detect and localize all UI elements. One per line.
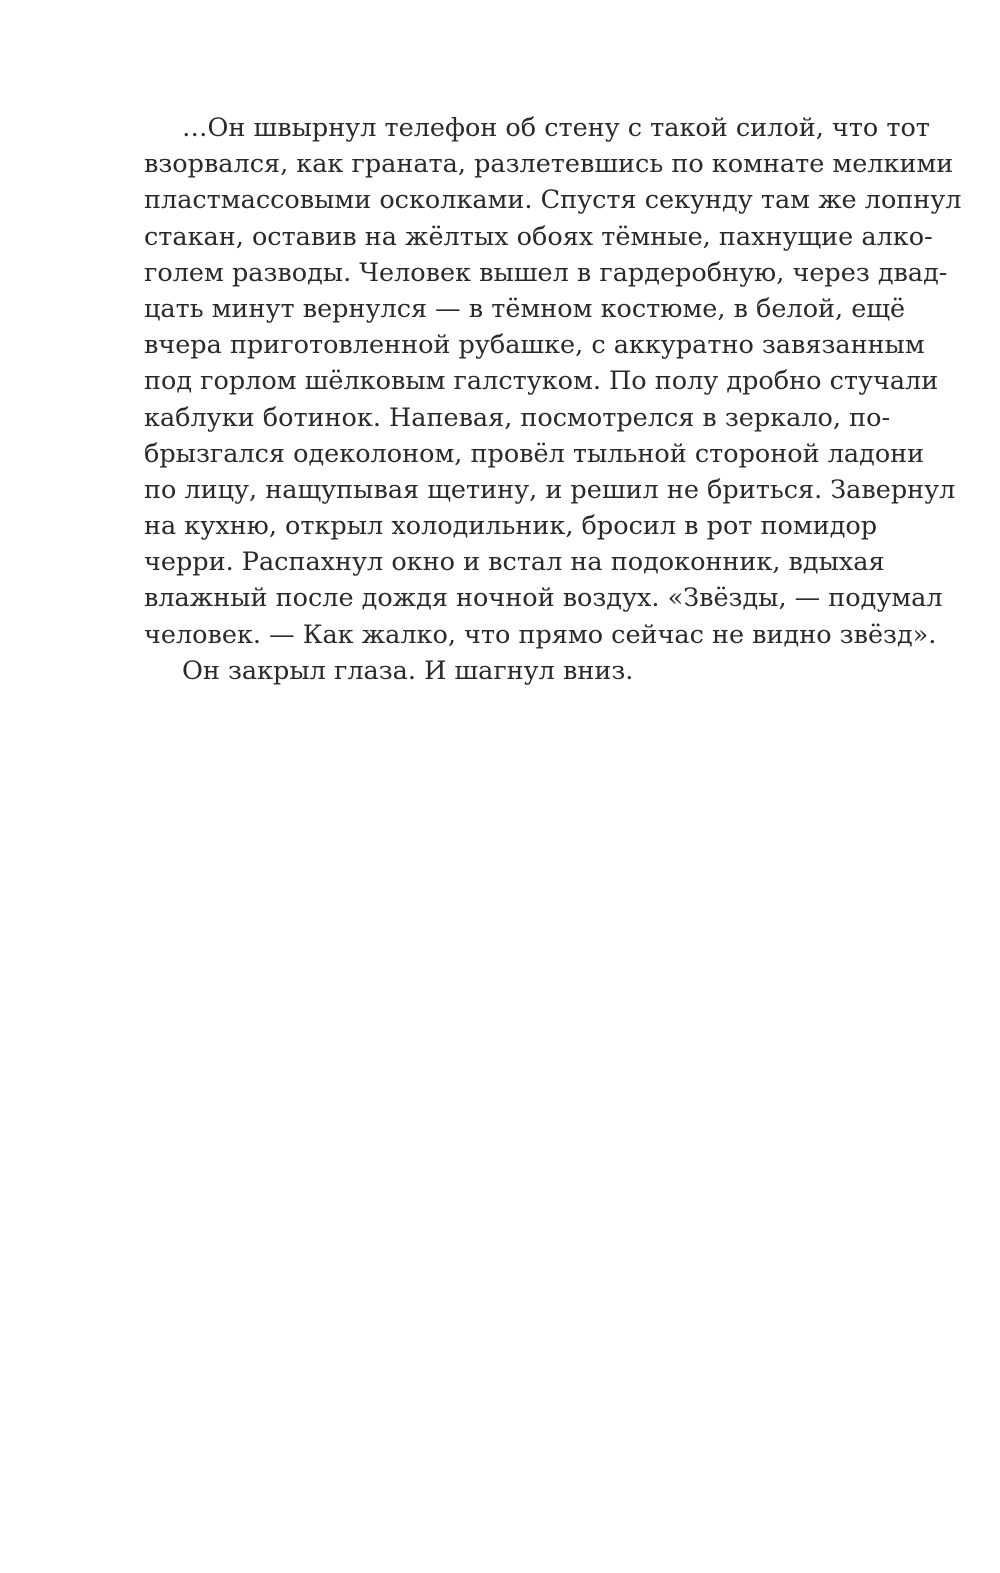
text-line: вчера приготовленной рубашке, с аккуратно завязанным: [144, 330, 925, 361]
text-line: …Он швырнул телефон об стену с такой силой, что тот: [182, 113, 930, 143]
text-line: человек. — Как жалко, что прямо сейчас не видно звёзд».: [144, 619, 937, 650]
text-line: на кухню, открыл холодильник, бросил в рот помидор: [144, 511, 878, 542]
text-line: цать минут вернулся — в тёмном костюме, в белой, ещё: [144, 293, 906, 324]
text-line: по лицу, нащупывая щетину, и решил не бриться. Завернул: [144, 474, 956, 505]
text-line: под горлом шёлковым галстуком. По полу дробно стучали: [144, 366, 939, 397]
text-line: влажный после дождя ночной воздух. «Звёзды, — подумал: [144, 583, 943, 614]
text-line: взорвался, как граната, разлетевшись по комнате мелкими: [144, 149, 954, 180]
paragraph-1: [144, 110, 962, 653]
paragraph-2: [144, 653, 866, 689]
text-line: каблуки ботинок. Напевая, посмотрелся в зеркало, по-: [144, 402, 891, 433]
text-line: голем разводы. Человек вышел в гардеробную, через двад-: [144, 257, 948, 288]
text-line: черри. Распахнул окно и встал на подоконник, вдыхая: [144, 547, 885, 578]
text-line: пластмассовыми осколками. Спустя секунду там же лопнул: [144, 185, 962, 216]
text-line: Он закрыл глаза. И шагнул вниз.: [182, 655, 634, 686]
body-text: [144, 110, 962, 689]
text-line: брызгался одеколоном, провёл тыльной стороной ладони: [144, 438, 925, 469]
text-line: стакан, оставив на жёлтых обоях тёмные, пахнущие алко-: [144, 221, 933, 252]
